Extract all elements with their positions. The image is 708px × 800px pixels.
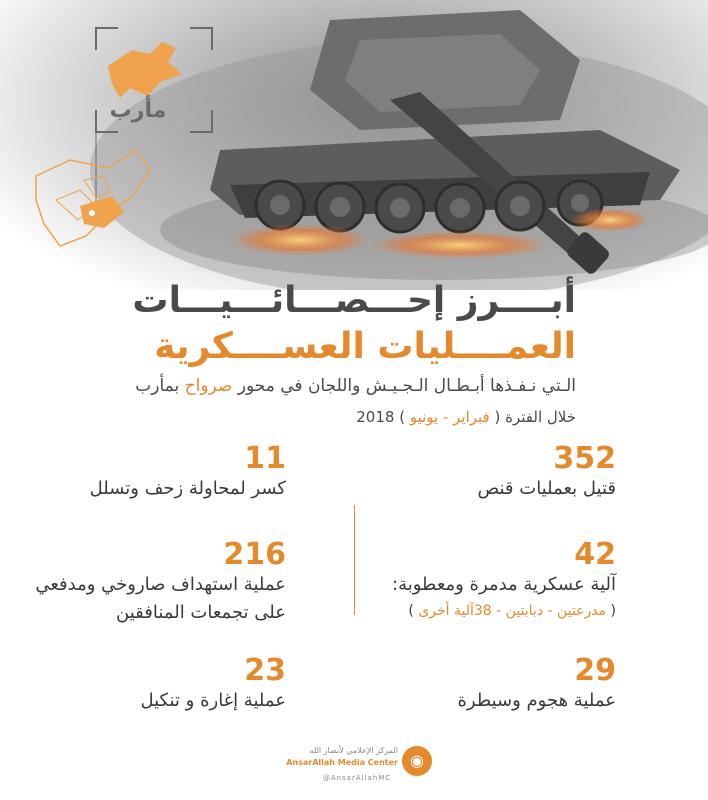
- stat-vehicles-destroyed: [326, 538, 616, 619]
- subtitle-location: صرواح: [184, 376, 233, 396]
- stat-label: كسر لمحاولة زحف وتسلل: [89, 478, 286, 499]
- stat-breakdown: [326, 603, 616, 619]
- page-title-line2: العمــــليات العســــكرية: [154, 326, 576, 367]
- stat-label: قتيل بعمليات قنص: [477, 478, 616, 499]
- stat-label: آلية عسكرية مدمرة ومعطوبة:: [392, 574, 616, 595]
- footer-org-arabic: المركز الإعلامي لأنصار الله: [309, 746, 398, 755]
- stat-repelled-advances: [36, 442, 286, 503]
- stat-label-line2: على تجمعات المنافقين: [116, 601, 286, 623]
- stat-number: 216: [223, 537, 286, 572]
- breakdown-items: مدرعتين - دبابتين - 38آلية أخرى: [418, 602, 607, 619]
- stat-number: 42: [574, 537, 616, 572]
- stat-number: 29: [574, 653, 616, 688]
- footer-logo-block: [282, 744, 432, 794]
- stat-artillery-strikes: [0, 538, 286, 627]
- camera-icon: ◉: [402, 746, 432, 776]
- breakdown-close: ): [408, 602, 419, 619]
- stat-number: 352: [553, 441, 616, 476]
- stat-assaults: [376, 654, 616, 715]
- stat-number: 11: [244, 441, 286, 476]
- stat-sniper-kills: [376, 442, 616, 503]
- period-post: ) 2018: [356, 408, 410, 426]
- tank-illustration: [0, 0, 708, 290]
- period-pre: خلال الفترة (: [489, 408, 576, 426]
- period-line: [56, 408, 576, 426]
- stat-label: عملية هجوم وسيطرة: [457, 690, 616, 711]
- stat-number: 23: [244, 653, 286, 688]
- map-location-label: مأرب: [109, 98, 167, 123]
- subtitle: [56, 376, 576, 396]
- stat-label: عملية إغارة و تنكيل: [140, 690, 286, 711]
- page-title-line1: أبــــرز إحـــصـــائـــيـــات: [132, 280, 576, 321]
- subtitle-post: بمأرب: [135, 376, 185, 396]
- subtitle-pre: الـتي نـفـذها أبـطـال الـجـيـش واللجان في محور: [232, 376, 576, 396]
- hero-image: [0, 0, 708, 290]
- footer-social-handle: @AnsarAllahMC: [322, 774, 392, 782]
- footer-org-english: AnsarAllah Media Center: [286, 758, 398, 767]
- stat-raids: [36, 654, 286, 715]
- period-range: فبراير - يونيو: [409, 408, 490, 426]
- breakdown-open: (: [606, 602, 616, 619]
- stat-label-line1: عملية استهداف صاروخي ومدفعي: [35, 574, 286, 595]
